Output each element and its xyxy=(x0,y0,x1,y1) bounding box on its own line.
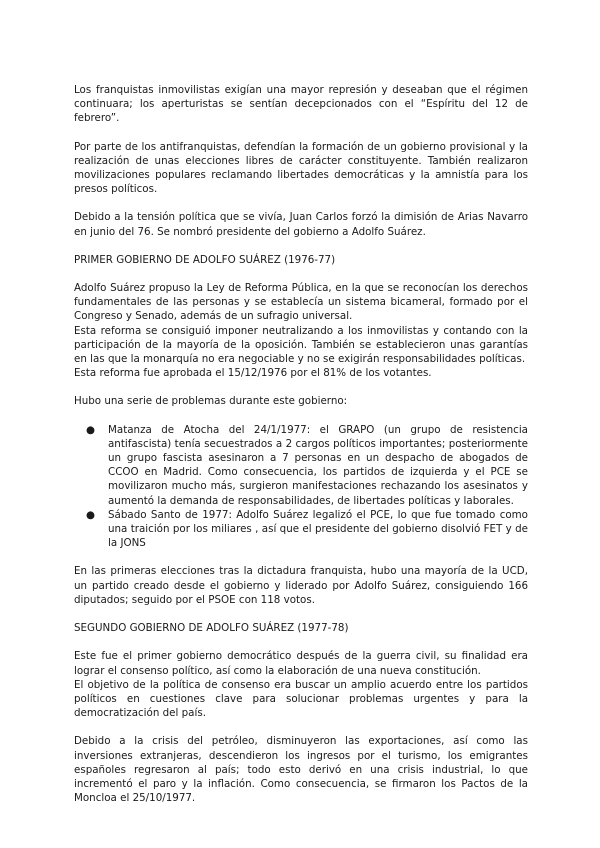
paragraph-inmovilistas: Los franquistas inmovilistas exigían una mayor represión y deseaban que el régimen continuara; los aperturistas se sentían decepcionados con el “Espíritu del 12 de febrero”. xyxy=(74,84,528,125)
paragraph-antifranquistas: Por parte de los antifranquistas, defendían la formación de un gobierno provisional y la realización de unas elecciones libres de carácter constituyente. También realizaron movilizaciones populares reclamando libertades democráticas y la amnistía para los presos políticos. xyxy=(74,140,528,196)
paragraph-problemas: Hubo una serie de problemas durante este gobierno: xyxy=(74,395,348,408)
paragraph-dimision: Debido a la tensión política que se vivía, Juan Carlos forzó la dimisión de Arias Navarro en junio del 76. Se nombró presidente del gobierno a Adolfo Suárez. xyxy=(74,211,528,238)
list-item xyxy=(74,423,528,508)
document-page xyxy=(74,83,528,819)
section-heading-segundo-gobierno: SEGUNDO GOBIERNO DE ADOLFO SUÁREZ (1977-78) xyxy=(74,622,349,635)
bullet-icon: ● xyxy=(86,423,95,436)
list-item-text: Sábado Santo de 1977: Adolfo Suárez legalizó el PCE, lo que fue tomado como una traición por los miliares , así que el presidente del gobierno disolvió FET y de la JONS xyxy=(108,508,528,550)
paragraph-reforma-imponer: Esta reforma se consiguió imponer neutralizando a los inmovilistas y contando con la participación de la mayoría de la oposición. También se establecieron unas garantías en las que la monarquía no era negociable y no se exigirán responsabilidades políticas. xyxy=(74,324,528,366)
paragraph-elecciones: En las primeras elecciones tras la dictadura franquista, hubo una mayoría de la UCD, un partido creado desde el gobierno y liderado por Adolfo Suárez, consiguiendo 166 diputados; seguido por el PSOE con 118 votos. xyxy=(74,565,528,606)
section-heading-primer-gobierno: PRIMER GOBIERNO DE ADOLFO SUÁREZ (1976-77) xyxy=(74,253,336,266)
paragraph-consenso: El objetivo de la política de consenso era buscar un amplio acuerdo entre los partidos políticos en cuestiones clave para solucionar problemas urgentes y para la democratización del país. xyxy=(74,678,528,720)
list-item xyxy=(74,508,528,551)
paragraph-reforma-aprobada: Esta reforma fue aprobada el 15/12/1976 por el 81% de los votantes. xyxy=(74,367,432,380)
problems-list xyxy=(74,423,528,551)
paragraph-crisis-petroleo: Debido a la crisis del petróleo, disminuyeron las exportaciones, así como las inversiones extranjeras, descendieron los ingresos por el turismo, los emigrantes españoles regresaron al país; todo esto derivó en una crisis industrial, lo que incrementó el paro y la inflación. Como consecuencia, se firmaron los Pactos de la Moncloa el 25/10/1977. xyxy=(74,735,528,805)
paragraph-ley-reforma: Adolfo Suárez propuso la Ley de Reforma Pública, en la que se reconocían los derechos fundamentales de las personas y se establecía un sistema bicameral, formado por el Congreso y Senado, además de un sufragio universal. xyxy=(74,282,528,323)
list-item-text: Matanza de Atocha del 24/1/1977: el GRAPO (un grupo de resistencia antifascista) tenía secuestrados a 2 cargos políticos importantes; posteriormente un grupo fascista asesinaron a 7 personas en un despacho de abogados de CCOO en Madrid. Como consecuencia, los partidos de izquierda y el PCE se movilizaron mucho más, surgieron manifestaciones rechazando los asesinatos y aumentó la demanda de responsabilidades, de libertades políticas y laborales. xyxy=(108,423,528,507)
paragraph-primer-gobierno-democratico: Este fue el primer gobierno democrático después de la guerra civil, su finalidad era lograr el consenso político, así como la elaboración de una nueva constitución. xyxy=(74,650,528,677)
bullet-icon: ● xyxy=(86,508,95,521)
